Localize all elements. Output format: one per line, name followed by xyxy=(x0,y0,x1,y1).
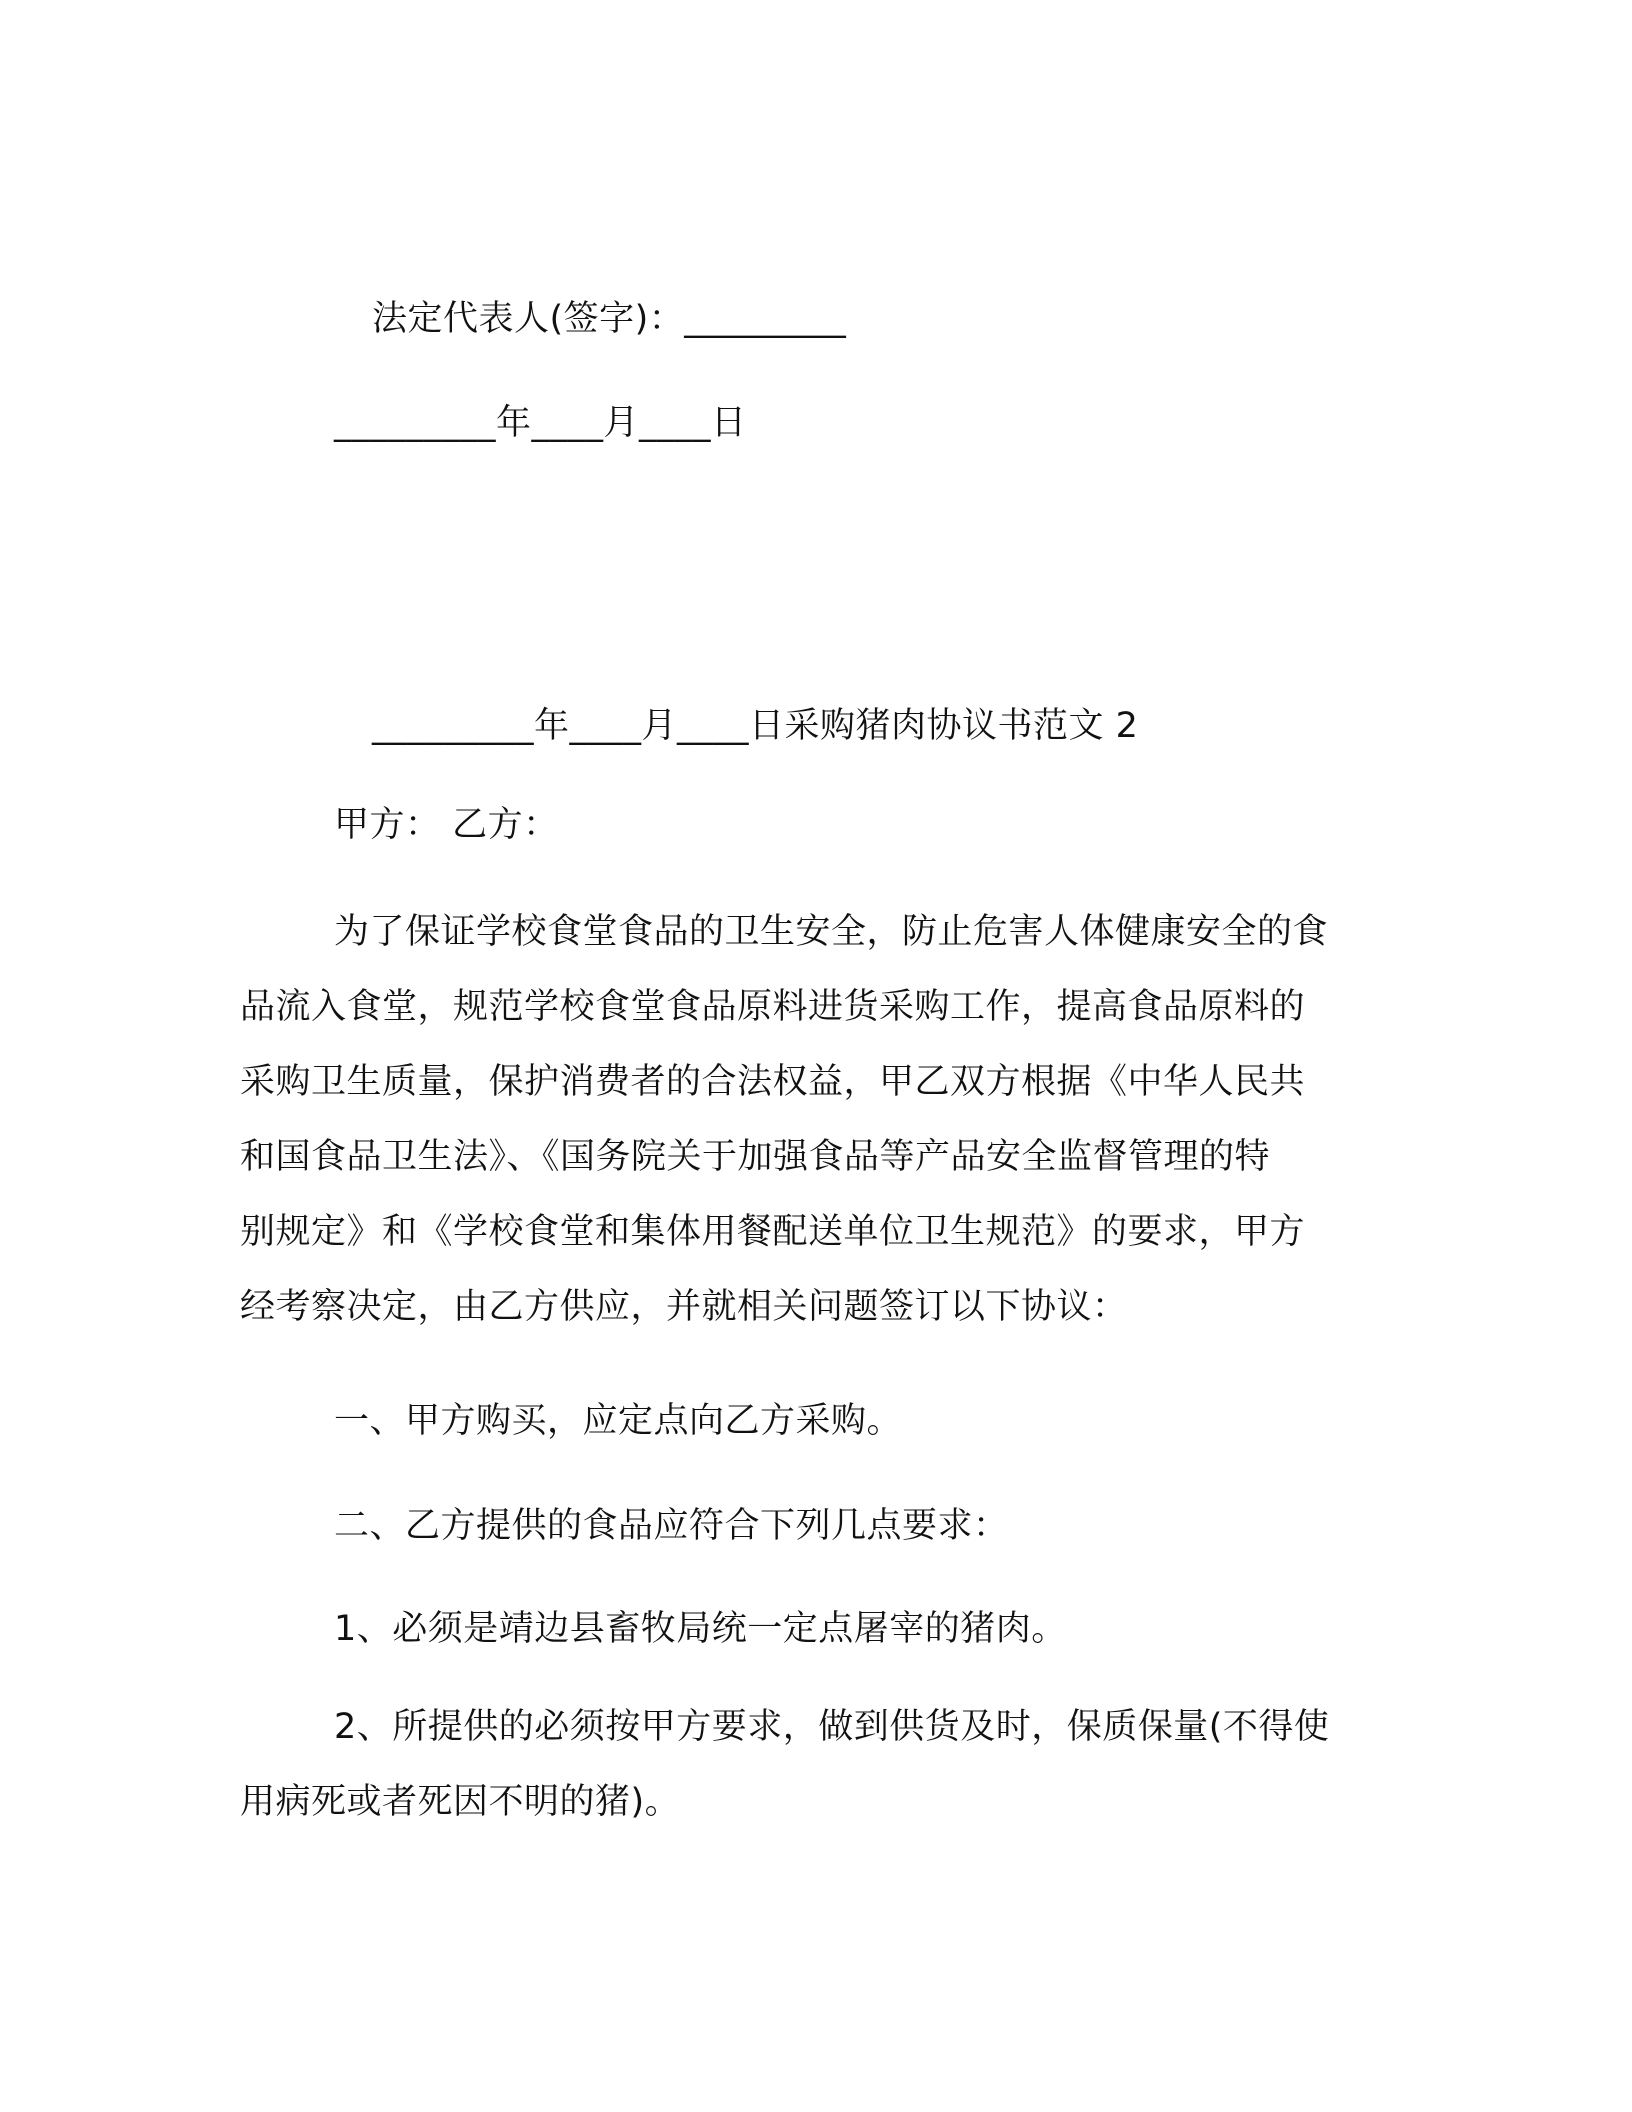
intro-paragraph xyxy=(240,895,1380,1345)
intro-line: 经考察决定，由乙方供应，并就相关问题签订以下协议： xyxy=(240,1287,1128,1327)
signature-date-line: _________年____月____日 xyxy=(334,403,747,443)
intro-line: 采购卫生质量，保护消费者的合法权益，甲乙双方根据《中华人民共 xyxy=(240,1062,1306,1102)
requirement-item-one: 1、必须是靖边县畜牧局统一定点屠宰的猪肉。 xyxy=(334,1609,1067,1649)
intro-line: 和国食品卫生法》、《国务院关于加强食品等产品安全监督管理的特 xyxy=(240,1137,1271,1177)
parties-line: 甲方： 乙方： xyxy=(334,805,559,845)
intro-line: 为了保证学校食堂食品的卫生安全，防止危害人体健康安全的食 xyxy=(334,912,1329,952)
requirement-item-two-line: 2、所提供的必须按甲方要求，做到供货及时，保质保量(不得使 xyxy=(334,1707,1330,1747)
intro-line: 别规定》和《学校食堂和集体用餐配送单位卫生规范》的要求，甲方 xyxy=(240,1212,1306,1252)
clause-one: 一、甲方购买，应定点向乙方采购。 xyxy=(334,1401,903,1441)
legal-representative-signature-line: 法定代表人(签字)：_________ xyxy=(372,299,847,339)
clause-two: 二、乙方提供的食品应符合下列几点要求： xyxy=(334,1506,1009,1546)
requirement-item-two-line: 用病死或者死因不明的猪)。 xyxy=(240,1782,681,1822)
document-title: _________年____月____日采购猪肉协议书范文 2 xyxy=(372,706,1139,746)
intro-line: 品流入食堂，规范学校食堂食品原料进货采购工作，提高食品原料的 xyxy=(240,987,1306,1027)
requirement-item-two xyxy=(240,1690,1380,1840)
